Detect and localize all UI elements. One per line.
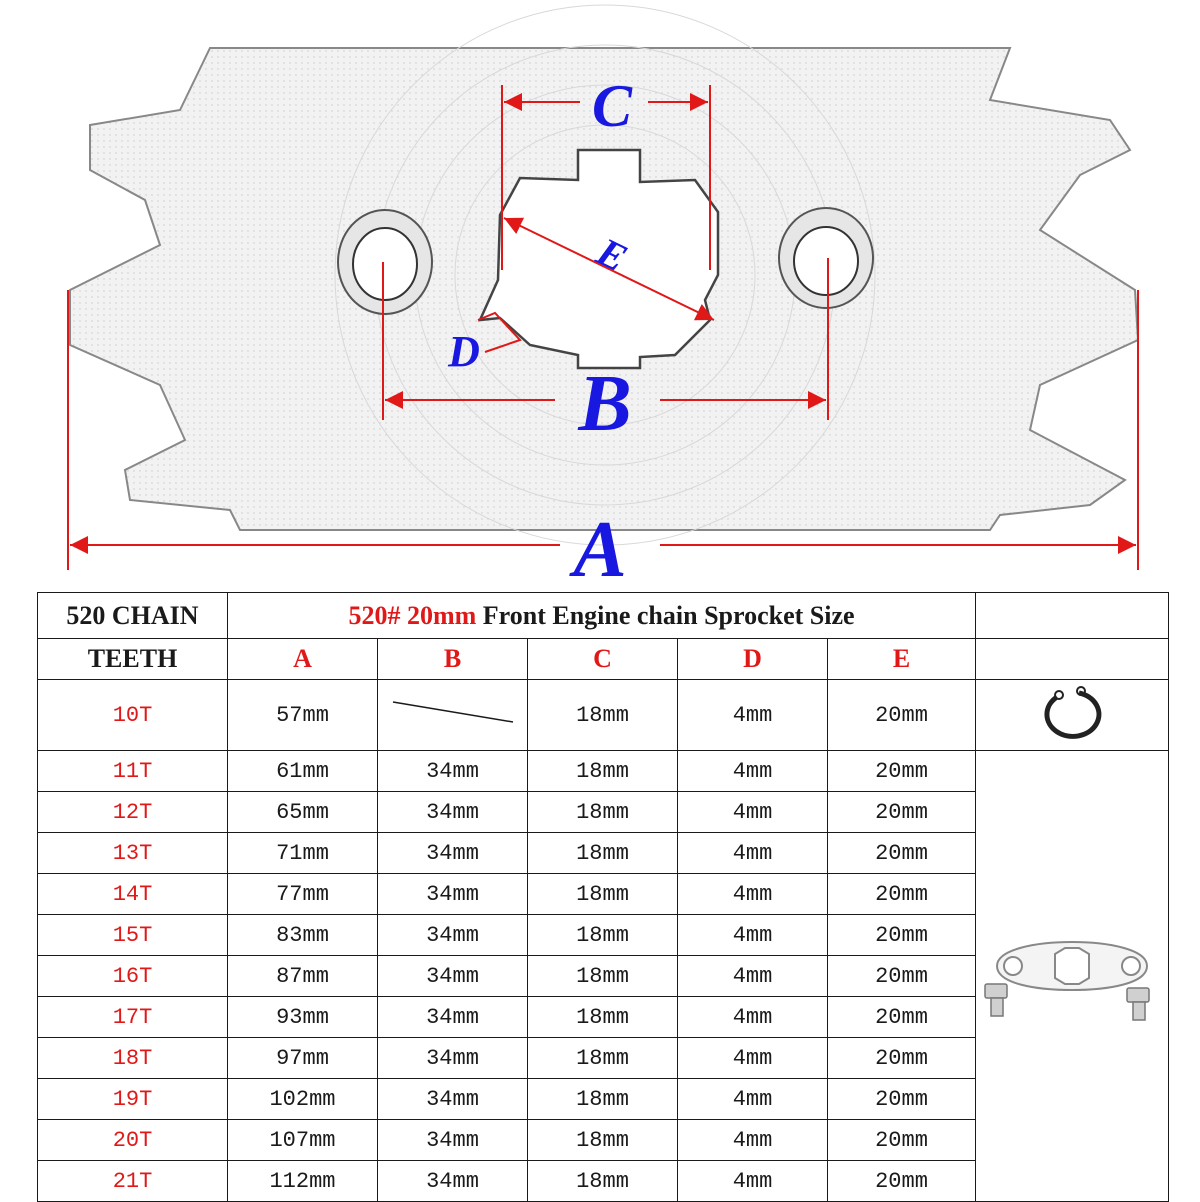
teeth-cell: 12T bbox=[38, 792, 228, 833]
teeth-cell: 20T bbox=[38, 1120, 228, 1161]
d-cell: 4mm bbox=[678, 1079, 828, 1120]
e-cell: 20mm bbox=[828, 680, 976, 751]
teeth-header: TEETH bbox=[38, 639, 228, 680]
c-cell: 18mm bbox=[528, 1079, 678, 1120]
d-cell: 4mm bbox=[678, 915, 828, 956]
a-cell: 97mm bbox=[228, 1038, 378, 1079]
e-cell: 20mm bbox=[828, 833, 976, 874]
b-cell: 34mm bbox=[378, 1161, 528, 1202]
e-cell: 20mm bbox=[828, 1161, 976, 1202]
teeth-cell: 21T bbox=[38, 1161, 228, 1202]
sprocket-size-table bbox=[37, 592, 1169, 1202]
teeth-cell: 19T bbox=[38, 1079, 228, 1120]
c-cell: 18mm bbox=[528, 874, 678, 915]
b-cell: 34mm bbox=[378, 1038, 528, 1079]
a-cell: 57mm bbox=[228, 680, 378, 751]
col-header-a: A bbox=[228, 639, 378, 680]
e-cell: 20mm bbox=[828, 792, 976, 833]
a-cell: 93mm bbox=[228, 997, 378, 1038]
table-title-row bbox=[38, 593, 1169, 639]
col-header-d: D bbox=[678, 639, 828, 680]
d-cell: 4mm bbox=[678, 1038, 828, 1079]
c-cell: 18mm bbox=[528, 1161, 678, 1202]
label-c: C bbox=[591, 73, 633, 139]
d-cell: 4mm bbox=[678, 751, 828, 792]
e-cell: 20mm bbox=[828, 751, 976, 792]
label-a: A bbox=[573, 506, 627, 590]
b-cell: 34mm bbox=[378, 1120, 528, 1161]
table-header-row bbox=[38, 639, 1169, 680]
lock-plate-cell bbox=[976, 751, 1169, 1202]
title-rest: Front Engine chain Sprocket Size bbox=[476, 600, 855, 630]
b-cell: 34mm bbox=[378, 997, 528, 1038]
b-cell: 34mm bbox=[378, 874, 528, 915]
b-cell: 34mm bbox=[378, 956, 528, 997]
a-cell: 65mm bbox=[228, 792, 378, 833]
col-header-c: C bbox=[528, 639, 678, 680]
b-cell: 34mm bbox=[378, 915, 528, 956]
e-cell: 20mm bbox=[828, 1038, 976, 1079]
table-row bbox=[38, 751, 1169, 792]
sprocket-diagram bbox=[0, 0, 1200, 590]
e-cell: 20mm bbox=[828, 874, 976, 915]
d-cell: 4mm bbox=[678, 792, 828, 833]
a-cell: 102mm bbox=[228, 1079, 378, 1120]
b-cell: 34mm bbox=[378, 792, 528, 833]
c-cell: 18mm bbox=[528, 1038, 678, 1079]
circlip-icon bbox=[1027, 683, 1117, 743]
d-cell: 4mm bbox=[678, 997, 828, 1038]
col-header-e: E bbox=[828, 639, 976, 680]
c-cell: 18mm bbox=[528, 1120, 678, 1161]
title-highlight: 520# 20mm bbox=[348, 600, 477, 630]
a-cell: 112mm bbox=[228, 1161, 378, 1202]
d-cell: 4mm bbox=[678, 833, 828, 874]
teeth-cell: 13T bbox=[38, 833, 228, 874]
b-cell: 34mm bbox=[378, 751, 528, 792]
c-cell: 18mm bbox=[528, 915, 678, 956]
a-cell: 87mm bbox=[228, 956, 378, 997]
c-cell: 18mm bbox=[528, 751, 678, 792]
a-cell: 77mm bbox=[228, 874, 378, 915]
a-cell: 83mm bbox=[228, 915, 378, 956]
circlip-cell bbox=[976, 680, 1169, 751]
b-cell: 34mm bbox=[378, 833, 528, 874]
lock-plate-with-bolts-icon bbox=[977, 914, 1167, 1034]
c-cell: 18mm bbox=[528, 956, 678, 997]
teeth-cell: 17T bbox=[38, 997, 228, 1038]
teeth-cell: 11T bbox=[38, 751, 228, 792]
title-blank-cell bbox=[976, 593, 1169, 639]
d-cell: 4mm bbox=[678, 874, 828, 915]
label-e: E bbox=[590, 228, 635, 281]
e-cell: 20mm bbox=[828, 1120, 976, 1161]
col-header-b: B bbox=[378, 639, 528, 680]
d-cell: 4mm bbox=[678, 956, 828, 997]
d-cell: 4mm bbox=[678, 1161, 828, 1202]
teeth-cell: 10T bbox=[38, 680, 228, 751]
a-cell: 61mm bbox=[228, 751, 378, 792]
header-blank-cell bbox=[976, 639, 1169, 680]
not-applicable-slash bbox=[388, 692, 518, 732]
e-cell: 20mm bbox=[828, 997, 976, 1038]
c-cell: 18mm bbox=[528, 792, 678, 833]
a-cell: 107mm bbox=[228, 1120, 378, 1161]
e-cell: 20mm bbox=[828, 1079, 976, 1120]
d-cell: 4mm bbox=[678, 1120, 828, 1161]
table-row bbox=[38, 680, 1169, 751]
e-cell: 20mm bbox=[828, 956, 976, 997]
bolt-hole-right bbox=[779, 208, 873, 308]
bolt-hole-left bbox=[338, 210, 432, 314]
label-d: D bbox=[448, 327, 480, 376]
teeth-cell: 16T bbox=[38, 956, 228, 997]
b-cell-empty bbox=[378, 680, 528, 751]
teeth-cell: 14T bbox=[38, 874, 228, 915]
label-b: B bbox=[578, 360, 632, 448]
c-cell: 18mm bbox=[528, 833, 678, 874]
teeth-cell: 18T bbox=[38, 1038, 228, 1079]
teeth-cell: 15T bbox=[38, 915, 228, 956]
c-cell: 18mm bbox=[528, 680, 678, 751]
c-cell: 18mm bbox=[528, 997, 678, 1038]
e-cell: 20mm bbox=[828, 915, 976, 956]
table-title bbox=[228, 593, 976, 639]
d-cell: 4mm bbox=[678, 680, 828, 751]
chain-label: 520 CHAIN bbox=[38, 593, 228, 639]
b-cell: 34mm bbox=[378, 1079, 528, 1120]
a-cell: 71mm bbox=[228, 833, 378, 874]
